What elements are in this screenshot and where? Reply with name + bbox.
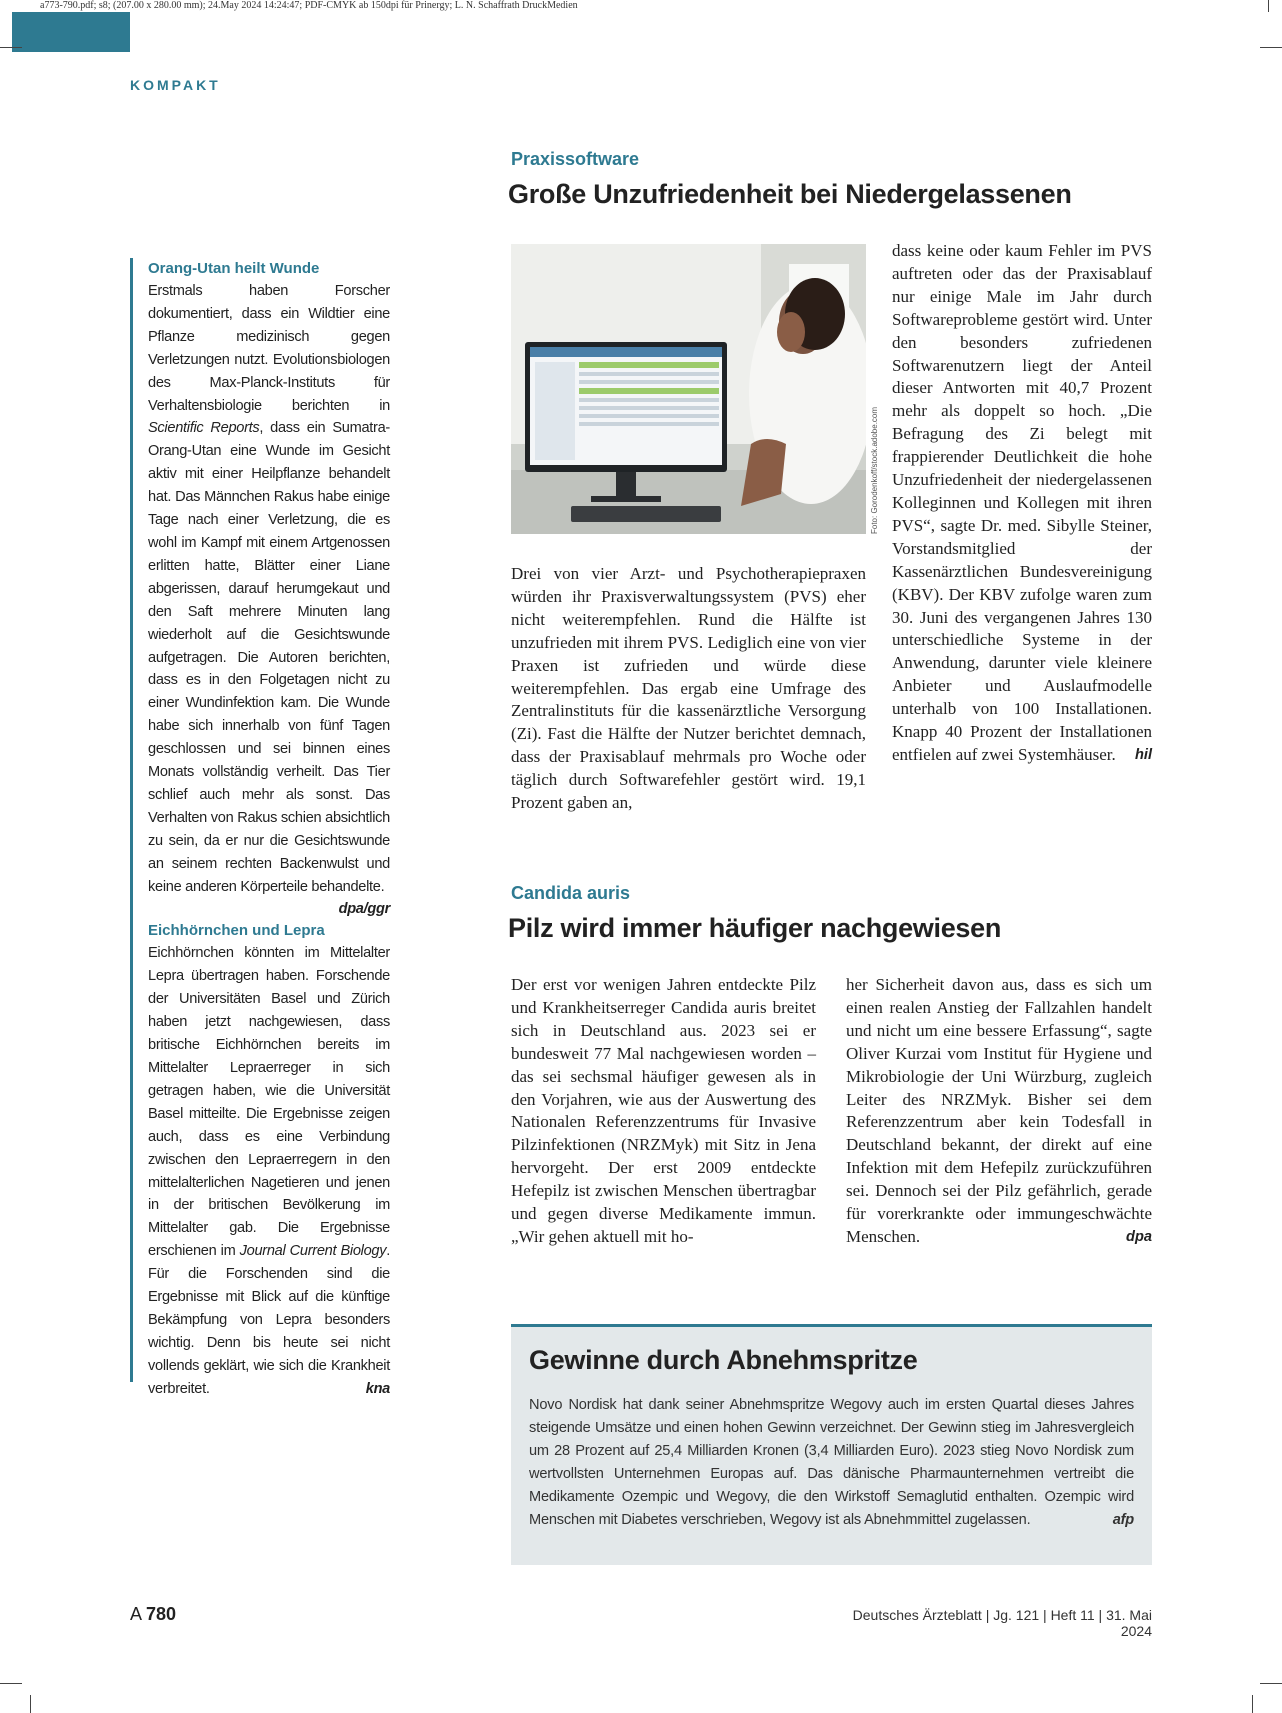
sidebar-item-text: Erstmals haben Forscher dokumentiert, dass ein Wildtier eine Pflanze medizinisch gegen Verletzungen nutzt. Evolutionsbiologen des Max-Planck-Instituts für Verhaltensbiologie berichten in Scientific Reports, dass ein Sumatra-Orang-Utan eine Wunde im Gesicht aktiv mit einer Heilpflanze behandelt hat. Das Männchen Rakus habe einige Tage nach einer Verletzung, die es wohl im Kampf mit einem Artgenossen erlitten hatte, Blätter einer Liane abgerissen, darauf herumgekaut und den Saft mehrere Minuten lang wiederholt auf die Gesichtswunde aufgetragen. Die Autoren berichten, dass es in den Folgetagen nicht zu einer Wundinfektion kam. Die Wunde habe sich innerhalb von fünf Tagen geschlossen und sei binnen eines Monats vollständig verheilt. Das Tier schlief auch mehr als sonst. Das Verhalten von Rakus schien absichtlich zu sein, da er nur die Gesichtswunde an seinem rechten Backenwulst und keine anderen Körperteile behandelte. dpa/ggr bbox=[148, 280, 390, 898]
journal-name: Journal Current Biology bbox=[239, 1243, 387, 1260]
journal-issue: Deutsches Ärzteblatt | Jg. 121 | Heft 11 | 31. Mai 2024 bbox=[852, 1607, 1152, 1639]
doctor-at-computer-illustration bbox=[511, 244, 866, 534]
sidebar-item-text: Eichhörnchen könnten im Mittelalter Lepra übertragen haben. Forschende der Universitäten Basel und Zürich haben jetzt nachgewiesen, dass britische Eichhörnchen bereits im Mittelalter Lepraerreger in sich getragen haben, wie die Universität Basel mitteilte. Die Ergebnisse zeigen auch, dass es eine Verbindung zwischen den Lepraerregern in den mittelalterlichen Nagetieren und jenen in der britischen Bevölkerung im Mittelalter gab. Die Ergebnisse erschienen im Journal Current Biology. Für die Forschenden sind die Ergebnisse mit Blick auf die künftige Bekämpfung von Lepra besonders wichtig. Denn bis heute sei nicht vollends geklärt, wie sich die Krankheit verbreitet. kna bbox=[148, 942, 390, 1400]
author-signature: hil bbox=[1134, 746, 1152, 763]
article-headline: Pilz wird immer häufiger nachgewiesen bbox=[508, 913, 1002, 943]
crop-mark bbox=[30, 1695, 31, 1713]
news-sidebar bbox=[130, 258, 390, 1397]
crop-mark bbox=[1268, 0, 1269, 12]
article-photo bbox=[511, 244, 866, 534]
section-label: KOMPAKT bbox=[130, 77, 221, 93]
article-column: her Sicherheit davon aus, dass es sich um einen realen Anstieg der Fallzahlen handelt und nicht um eine bessere Erfassung“, sagte Oliver Kurzai vom Institut für Hygiene und Mikrobiologie der Uni Würzburg, zugleich Leiter des NRZMyk. Bisher sei dem Referenzzentrum aber kein Todesfall in Deutschland bekannt, der direkt auf eine Infektion mit dem Hefepilz zurückzuführen sei. Dennoch sei der Pilz gefährlich, gerade für vorerkrankte oder immungeschwächte Menschen. dpa bbox=[846, 974, 1152, 1249]
article-column: dass keine oder kaum Fehler im PVS auftreten oder das der Praxisablauf nur einige Male im Jahr durch Softwareprobleme gestört wird. Unter den besonders zufriedenen Softwarenutzern liegt der Anteil dieser Antworten mit 40,7 Prozent mehr als doppelt so hoch. „Die Befragung des Zi belegt mit frappierender Deutlichkeit die hohe Unzufriedenheit der niedergelassenen Kolleginnen und Kollegen mit ihren PVS“, sagte Dr. med. Sibylle Steiner, Vorstandsmitglied der Kassenärztlichen Bundesvereinigung (KBV). Der KBV zufolge waren zum 30. Juni des vergangenen Jahres 130 unterschiedliche Systeme in der Anwendung, darunter viele kleinere Anbieter und Auslaufmodelle unterhalb von 100 Installationen. Knapp 40 Prozent der Installationen entfielen auf zwei Systemhäuser. hil bbox=[892, 240, 1152, 767]
page-number: A 780 bbox=[130, 1604, 177, 1624]
article-kicker: Candida auris bbox=[511, 883, 631, 903]
box-title: Gewinne durch Abnehmspritze bbox=[529, 1345, 918, 1375]
crop-mark bbox=[0, 47, 22, 48]
section-tab-marker bbox=[12, 12, 130, 52]
journal-name: Scientific Reports bbox=[148, 420, 260, 437]
crop-mark bbox=[1260, 1683, 1282, 1684]
crop-mark bbox=[1260, 47, 1282, 48]
print-metadata: a773-790.pdf; s8; (207.00 x 280.00 mm); 24.May 2024 14:24:47; PDF-CMYK ab 150dpi für Prinergy; L. N. Schaffrath DruckMedien bbox=[40, 0, 578, 11]
photo-credit: Foto: Gorodenkoff/stock.adobe.com bbox=[870, 406, 879, 534]
author-signature: kna bbox=[365, 1380, 390, 1397]
author-signature: dpa bbox=[1126, 1228, 1152, 1245]
author-signature: dpa/ggr bbox=[338, 901, 390, 918]
author-signature: afp bbox=[1112, 1511, 1134, 1528]
crop-mark bbox=[1252, 1695, 1253, 1713]
article-column: Drei von vier Arzt- und Psychotherapiepraxen würden ihr Praxisverwaltungssystem (PVS) eher nicht weiterempfehlen. Rund die Hälfte ist unzufrieden mit ihrem PVS. Lediglich eine von vier Praxen ist zufrieden und würde diese weiterempfehlen. Das ergab eine Umfrage des Zentralinstituts für die kassenärztliche Versorgung (Zi). Fast die Hälfte der Nutzer berichtet demnach, dass der Praxisablauf mehrmals pro Woche oder täglich durch Softwarefehler gestört wird. 19,1 Prozent gaben an, bbox=[511, 564, 866, 813]
news-box bbox=[511, 1324, 1152, 1565]
article-headline: Große Unzufriedenheit bei Niedergelassenen bbox=[508, 179, 1072, 209]
crop-mark bbox=[0, 1683, 22, 1684]
article-kicker: Praxissoftware bbox=[511, 149, 640, 169]
article-column: Der erst vor wenigen Jahren entdeckte Pilz und Krankheitserreger Candida auris breitet sich in Deutschland aus. 2023 sei er bundesweit 77 Mal nachgewiesen worden – das sei sechsmal häufiger gewesen als in den Vorjahren, wie aus der Auswertung des Nationalen Referenzzentrums für Invasive Pilzinfektionen (NRZMyk) mit Sitz in Jena hervorgeht. Der erst 2009 entdeckte Hefepilz ist zwischen Menschen übertragbar und gegen diverse Medikamente immun. „Wir gehen aktuell mit ho- bbox=[511, 975, 816, 1246]
sidebar-item-title: Orang-Utan heilt Wunde bbox=[148, 260, 320, 277]
box-text: Novo Nordisk hat dank seiner Abnehmspritze Wegovy auch im ersten Quartal dieses Jahres steigende Umsätze und einen hohen Gewinn verzeichnet. Der Gewinn stieg im Jahresvergleich um 28 Prozent auf 25,4 Milliarden Kronen (3,4 Milliarden Euro). 2023 stieg Novo Nordisk zum wertvollsten Unternehmen Europas auf. Das dänische Pharmaunternehmen vertreibt die Medikamente Ozempic und Wegovy, die den Wirkstoff Semaglutid enthalten. Ozempic wird Menschen mit Diabetes verschrieben, Wegovy ist als Abnehmmittel zugelassen. afp bbox=[529, 1394, 1134, 1531]
sidebar-item-title: Eichhörnchen und Lepra bbox=[148, 922, 325, 940]
